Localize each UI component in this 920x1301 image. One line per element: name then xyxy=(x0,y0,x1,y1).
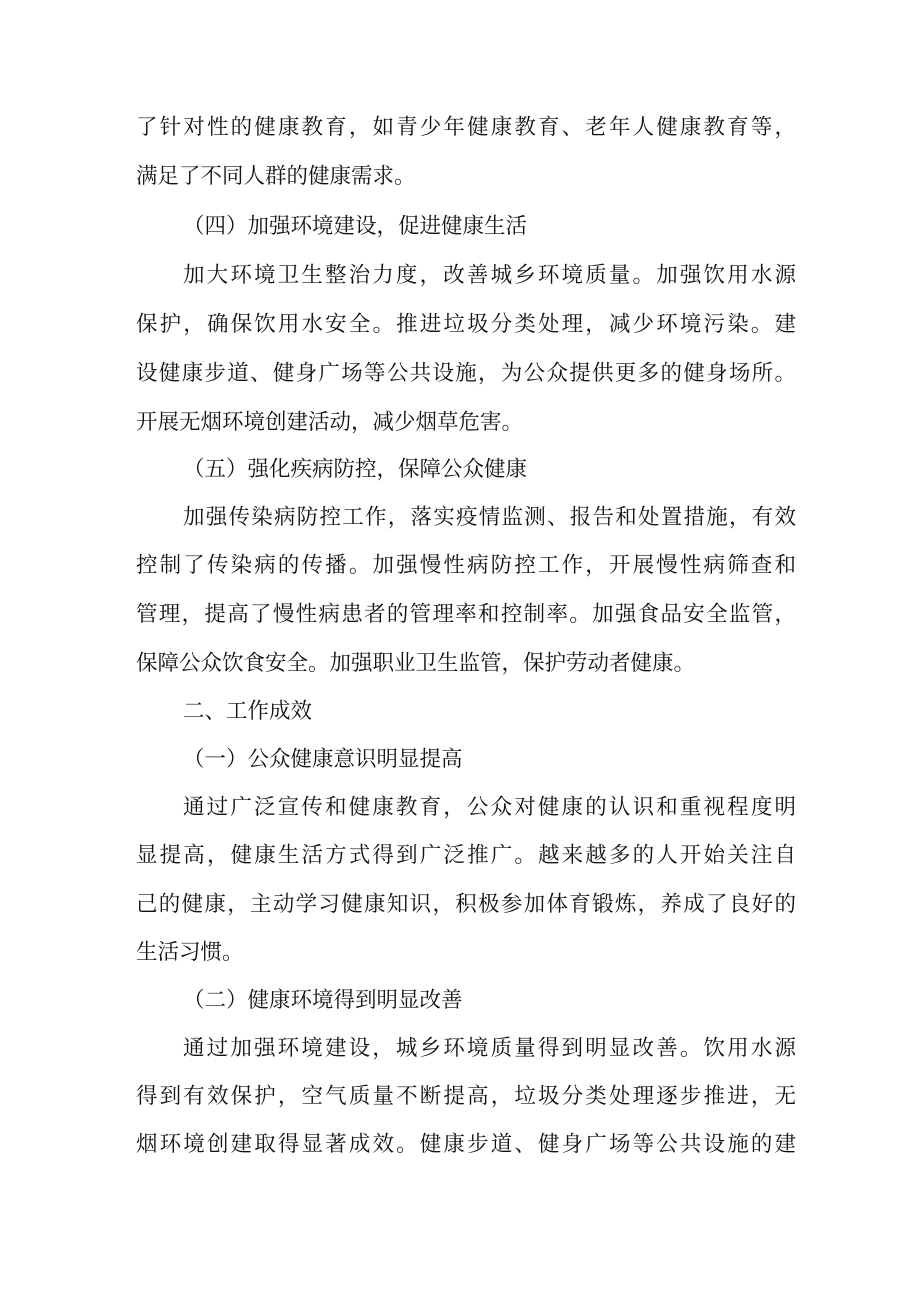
paragraph-line: 生活习惯。 xyxy=(136,940,244,965)
paragraph-line: 通过加强环境建设，城乡环境质量得到明显改善。饮用水源 xyxy=(183,1036,796,1061)
paragraph-line: 保护，确保饮用水安全。推进垃圾分类处理，减少环境污染。建 xyxy=(136,312,796,337)
result-heading-2: （二）健康环境得到明显改善 xyxy=(183,988,463,1013)
paragraph-line: 控制了传染病的传播。加强慢性病防控工作，开展慢性病筛查和 xyxy=(136,553,796,578)
result-heading-1: （一）公众健康意识明显提高 xyxy=(183,747,463,772)
paragraph-line: 通过广泛宣传和健康教育，公众对健康的认识和重视程度明 xyxy=(183,795,796,820)
paragraph-line: 烟环境创建取得显著成效。健康步道、健身广场等公共设施的建 xyxy=(136,1132,796,1157)
part-heading: 二、工作成效 xyxy=(183,699,313,724)
paragraph-line: 加大环境卫生整治力度，改善城乡环境质量。加强饮用水源 xyxy=(183,263,796,288)
paragraph-line: 设健康步道、健身广场等公共设施，为公众提供更多的健身场所。 xyxy=(136,361,796,386)
paragraph-line: 了针对性的健康教育，如青少年健康教育、老年人健康教育等， xyxy=(136,115,796,140)
section-heading-4: （四）加强环境建设，促进健康生活 xyxy=(183,214,528,239)
paragraph-line: 己的健康，主动学习健康知识，积极参加体育锻炼，养成了良好的 xyxy=(136,892,796,917)
paragraph-line: 开展无烟环境创建活动，减少烟草危害。 xyxy=(136,410,524,435)
section-heading-5: （五）强化疾病防控，保障公众健康 xyxy=(183,457,528,482)
paragraph-line: 得到有效保护，空气质量不断提高，垃圾分类处理逐步推进，无 xyxy=(136,1084,796,1109)
paragraph-line: 满足了不同人群的健康需求。 xyxy=(136,164,416,189)
paragraph-line: 加强传染病防控工作，落实疫情监测、报告和处置措施，有效 xyxy=(183,505,796,530)
paragraph-line: 管理，提高了慢性病患者的管理率和控制率。加强食品安全监管， xyxy=(136,602,796,627)
paragraph-line: 显提高，健康生活方式得到广泛推广。越来越多的人开始关注自 xyxy=(136,843,796,868)
paragraph-line: 保障公众饮食安全。加强职业卫生监管，保护劳动者健康。 xyxy=(136,651,696,676)
